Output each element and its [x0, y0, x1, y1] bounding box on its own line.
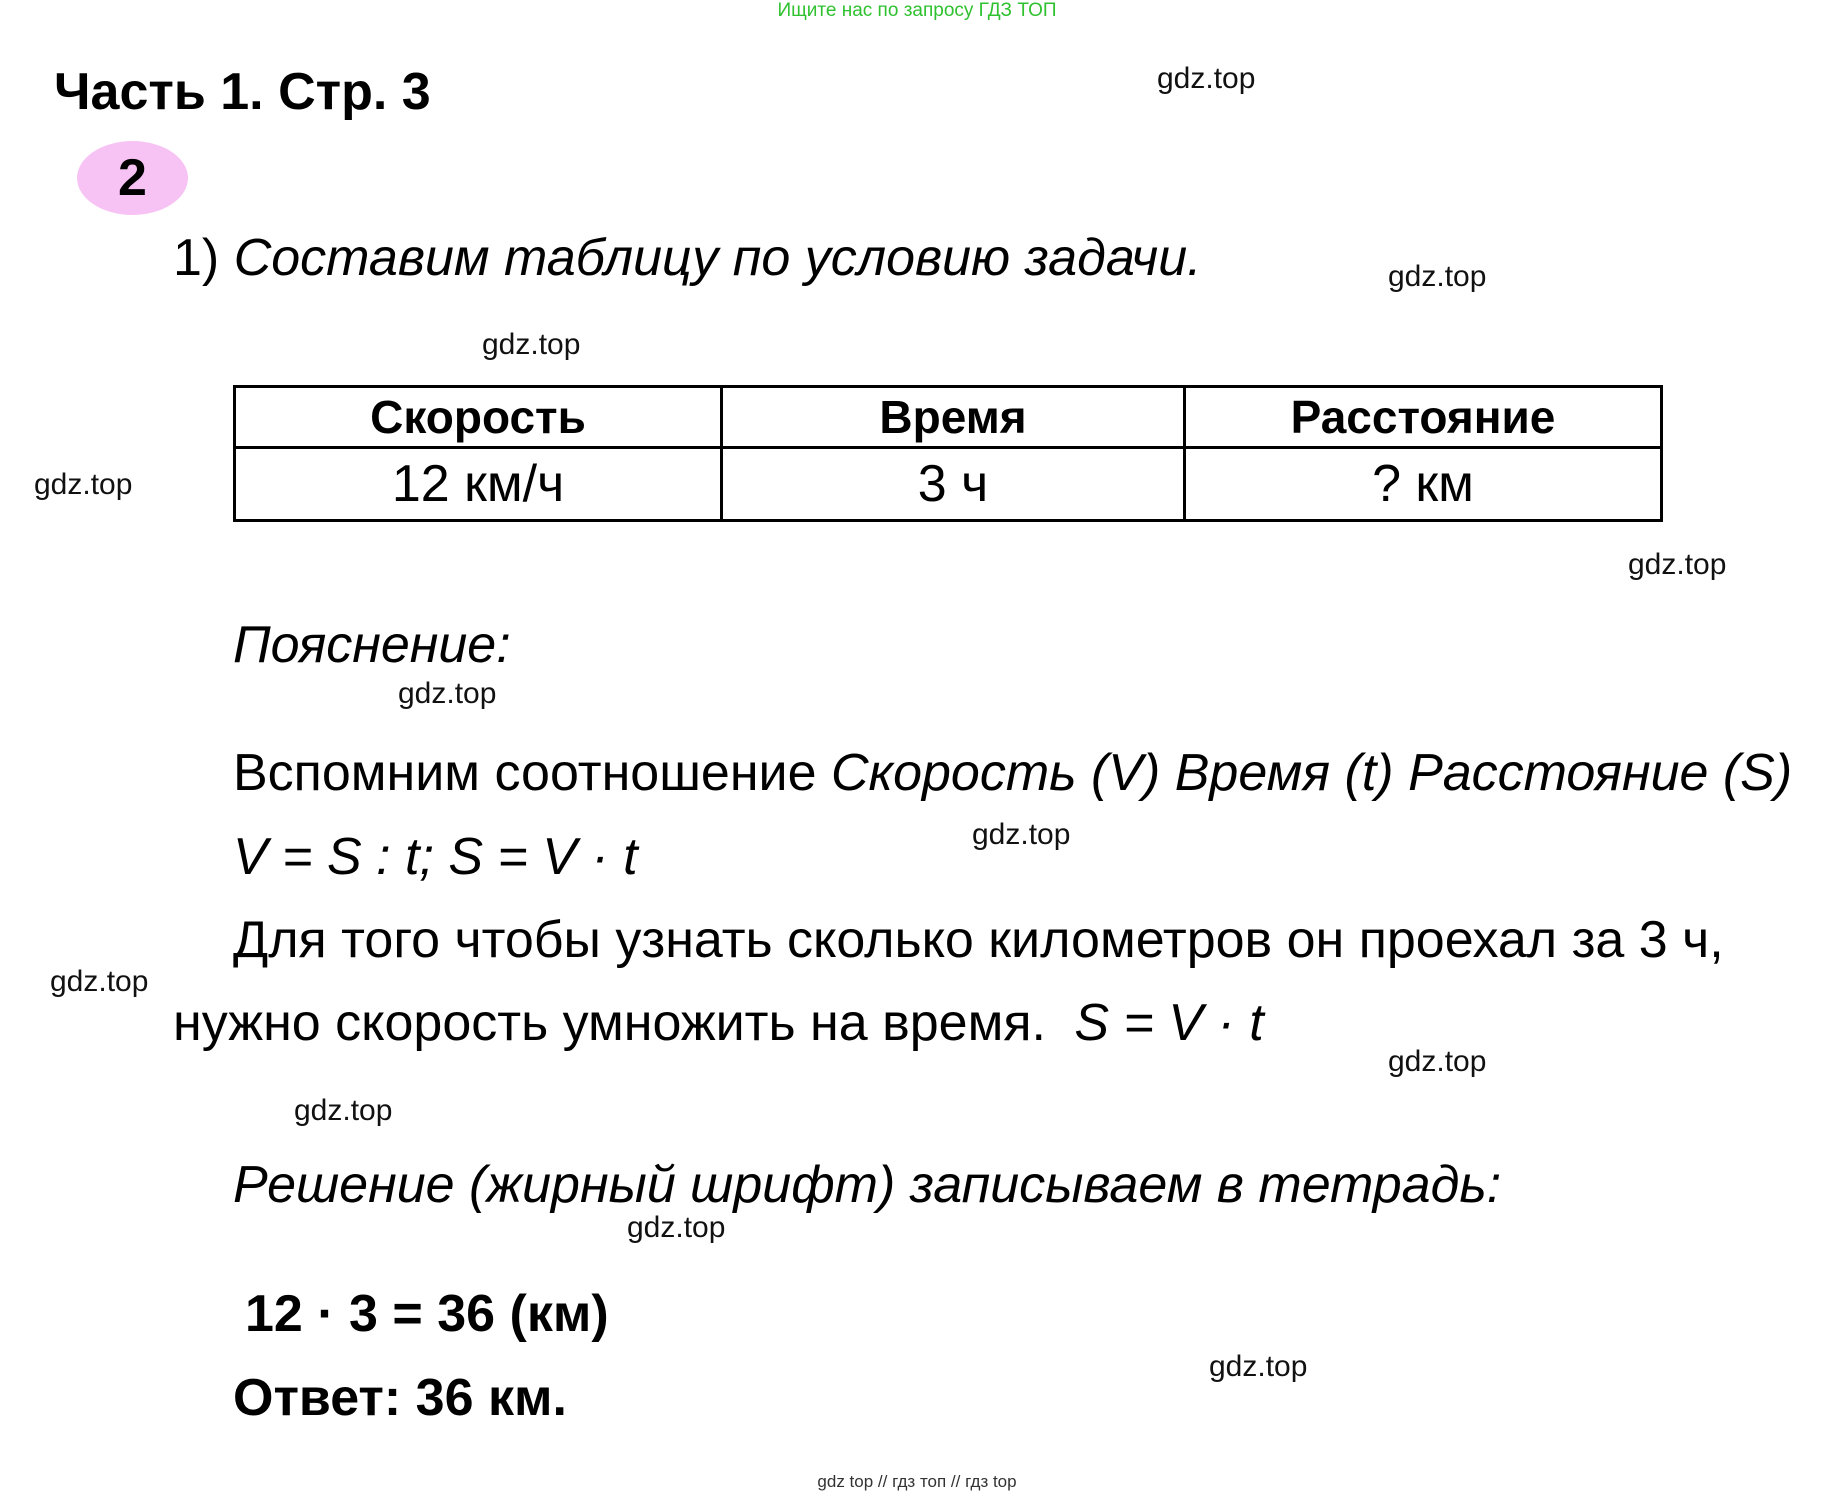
reasoning-formula: S = V · t: [1074, 994, 1264, 1052]
table-row: [235, 448, 1662, 521]
page-title: Часть 1. Стр. 3: [54, 63, 431, 121]
explanation-label: Пояснение:: [233, 616, 511, 674]
reasoning-line-2: [173, 993, 1264, 1053]
answer: Ответ: 36 км.: [233, 1369, 567, 1427]
solution-label: Решение (жирный шрифт) записываем в тетрадь:: [233, 1156, 1502, 1214]
solution-calculation: 12 · 3 = 36 (км): [245, 1285, 609, 1343]
task-number-badge: [77, 141, 188, 215]
watermark: gdz.top: [627, 1211, 726, 1244]
task-number: 2: [118, 149, 147, 207]
watermark: gdz.top: [1209, 1350, 1308, 1383]
table-cell-speed: 12 км/ч: [235, 448, 722, 521]
reasoning-line-1: Для того чтобы узнать сколько километров он проехал за 3 ч,: [233, 911, 1724, 969]
relation-terms: Скорость (V) Время (t) Расстояние (S): [830, 744, 1793, 802]
table-cell-time: 3 ч: [722, 448, 1185, 521]
table-header-distance: Расстояние: [1185, 387, 1662, 448]
condition-table: [233, 385, 1663, 522]
watermark: gdz.top: [1388, 1045, 1487, 1078]
table-header-row: [235, 387, 1662, 448]
footer-watermark: gdz top // гдз топ // гдз top: [817, 1472, 1017, 1491]
step-1-number: 1): [173, 229, 220, 287]
watermark: gdz.top: [1388, 260, 1487, 293]
table-header-speed: Скорость: [235, 387, 722, 448]
step-1-text: Составим таблицу по условию задачи.: [233, 229, 1202, 287]
watermark: gdz.top: [972, 818, 1071, 851]
relation-line: [233, 743, 1792, 803]
watermark: gdz.top: [294, 1094, 393, 1127]
formula-line: V = S : t; S = V · t: [233, 828, 638, 886]
step-1: [173, 228, 1202, 288]
watermark: gdz.top: [398, 677, 497, 710]
watermark: gdz.top: [1157, 62, 1256, 95]
reasoning-text: нужно скорость умножить на время.: [173, 994, 1046, 1052]
watermark: gdz.top: [1628, 548, 1727, 581]
watermark: gdz.top: [482, 328, 581, 361]
relation-prefix: Вспомним соотношение: [233, 744, 817, 802]
watermark: gdz.top: [34, 468, 133, 501]
table-cell-distance: ? км: [1185, 448, 1662, 521]
watermark: gdz.top: [50, 965, 149, 998]
table-header-time: Время: [722, 387, 1185, 448]
top-banner: Ищите нас по запросу ГДЗ ТОП: [777, 0, 1057, 21]
